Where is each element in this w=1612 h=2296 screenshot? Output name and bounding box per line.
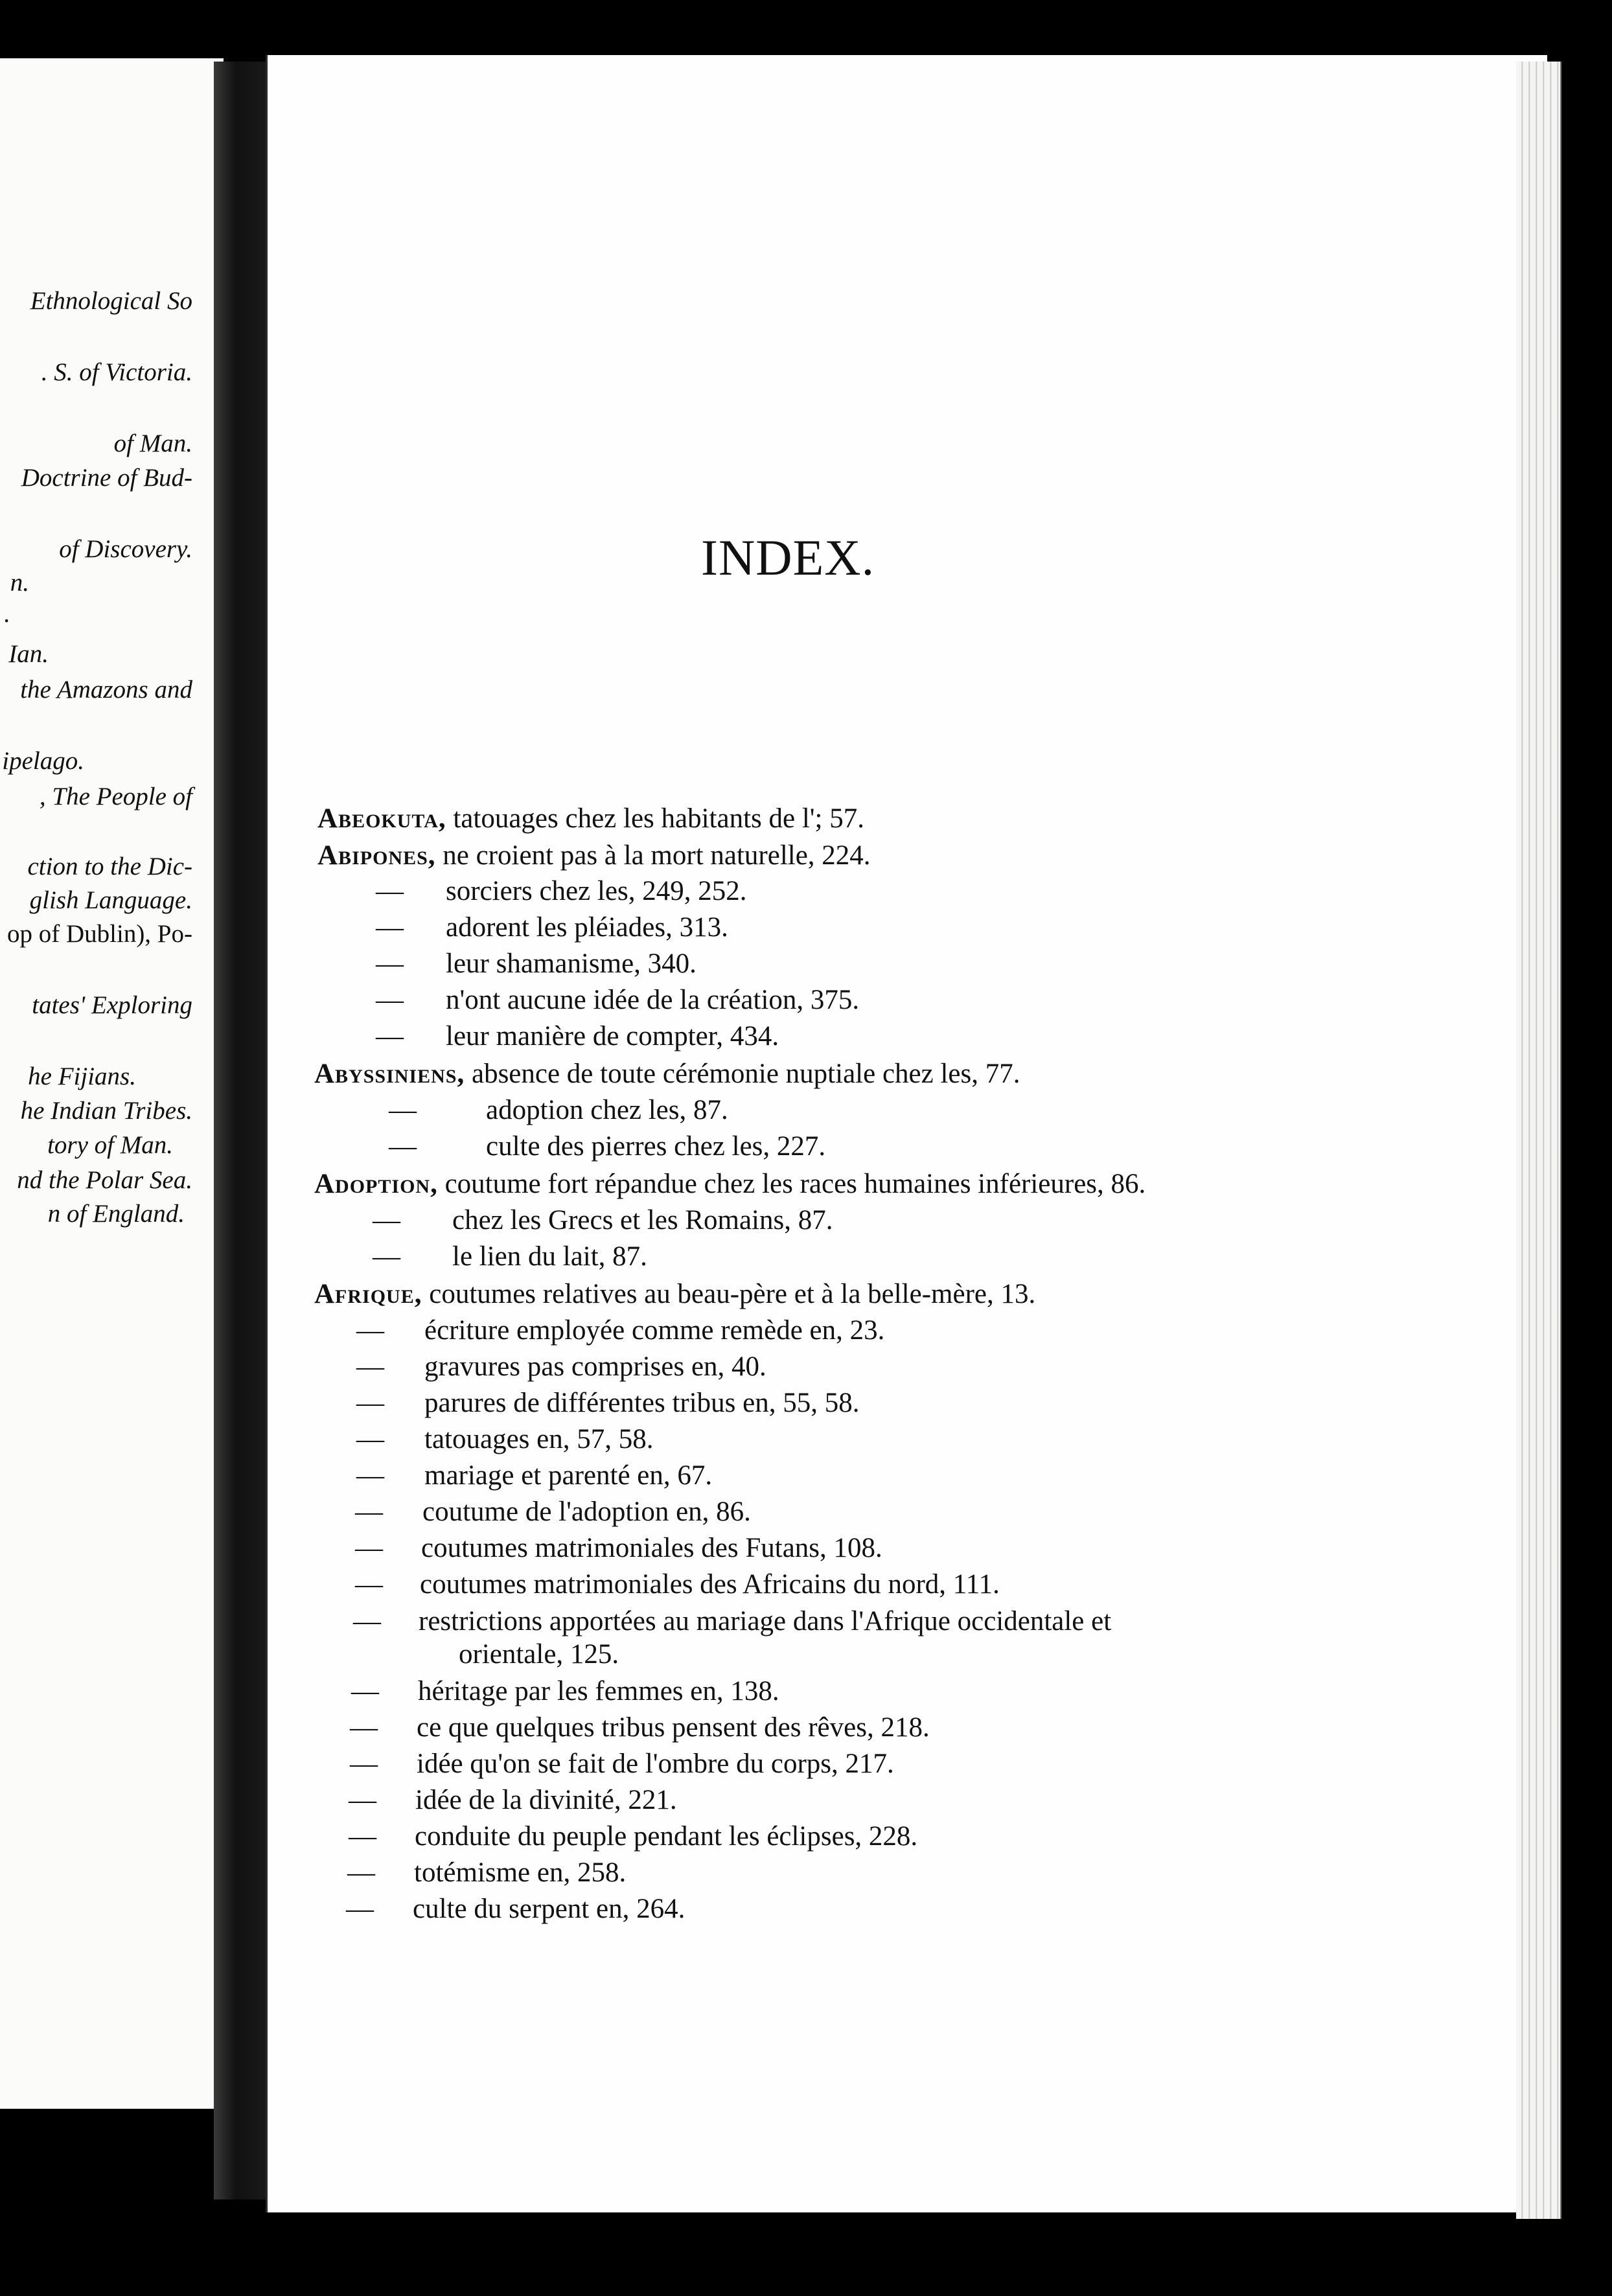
index-subentry: le lien du lait, 87.	[452, 1241, 647, 1272]
index-subentry: héritage par les femmes en, 138.	[418, 1676, 779, 1706]
index-subentry: chez les Grecs et les Romains, 87.	[452, 1205, 833, 1235]
facing-page-line: , The People of	[39, 783, 192, 810]
index-dash: —	[356, 1315, 384, 1346]
index-dash: —	[347, 1857, 375, 1888]
index-entry-text: ne croient pas à la mort naturelle, 224.	[443, 840, 871, 871]
facing-page-line: .	[3, 600, 10, 628]
index-entry-text: coutume fort répandue chez les races humaines inférieures, 86.	[444, 1169, 1146, 1199]
index-page	[266, 55, 1547, 2212]
index-entry-text: coutumes relatives au beau-père et à la belle-mère, 13.	[429, 1279, 1036, 1309]
index-dash: —	[376, 876, 404, 906]
facing-page-line: Ian.	[8, 640, 49, 668]
index-subentry: sorciers chez les, 249, 252.	[446, 876, 747, 906]
index-dash: —	[349, 1785, 376, 1815]
index-subentry: culte du serpent en, 264.	[413, 1894, 685, 1924]
index-subentry: gravures pas comprises en, 40.	[424, 1351, 766, 1382]
facing-page	[0, 58, 224, 2109]
index-subentry: culte des pierres chez les, 227.	[486, 1131, 826, 1162]
index-entry-text: tatouages chez les habitants de l'; 57.	[453, 803, 864, 834]
index-subentry: totémisme en, 258.	[414, 1857, 627, 1888]
index-dash: —	[376, 1021, 404, 1051]
index-subentry: leur manière de compter, 434.	[446, 1021, 779, 1051]
index-subentry: coutumes matrimoniales des Futans, 108.	[421, 1533, 882, 1563]
index-dash: —	[355, 1497, 383, 1527]
index-dash: —	[356, 1424, 384, 1454]
index-entry	[314, 1060, 1020, 1088]
book-gutter	[214, 62, 269, 2199]
index-dash: —	[376, 948, 404, 979]
index-dash: —	[376, 912, 404, 943]
index-subentry: parures de différentes tribus en, 55, 58.	[424, 1388, 860, 1418]
index-subentry: idée qu'on se fait de l'ombre du corps, 217.	[417, 1749, 894, 1779]
facing-page-line: of Man.	[113, 430, 192, 457]
facing-page-line: op of Dublin), Po-	[7, 920, 192, 948]
index-entry	[314, 1280, 1035, 1308]
index-subentry: leur shamanisme, 340.	[446, 948, 697, 979]
index-entry-head: Abyssiniens,	[314, 1059, 465, 1089]
index-entry-text: absence de toute cérémonie nuptiale chez les, 77.	[471, 1059, 1020, 1089]
index-subentry: adorent les pléiades, 313.	[446, 912, 728, 943]
index-dash: —	[350, 1749, 378, 1779]
facing-page-line: Ethnological So	[30, 287, 192, 315]
index-subentry: coutumes matrimoniales des Africains du nord, 111.	[420, 1569, 1000, 1600]
index-dash: —	[349, 1821, 376, 1852]
index-dash: —	[356, 1351, 384, 1382]
index-dash: —	[376, 985, 404, 1015]
facing-page-line: tates' Exploring	[32, 991, 192, 1019]
index-subentry: tatouages en, 57, 58.	[424, 1424, 654, 1454]
facing-page-line: the Amazons and	[20, 676, 192, 704]
facing-page-line: ipelago.	[2, 747, 84, 775]
index-dash: —	[389, 1095, 417, 1125]
index-subentry: idée de la divinité, 221.	[415, 1785, 677, 1815]
index-dash: —	[373, 1241, 400, 1272]
index-dash: —	[351, 1676, 379, 1706]
index-subentry: mariage et parenté en, 67.	[424, 1460, 713, 1491]
index-entry	[317, 805, 864, 832]
index-dash: —	[373, 1205, 400, 1235]
facing-page-line: tory of Man.	[47, 1131, 173, 1159]
index-entry	[314, 1170, 1146, 1198]
index-subentry: adoption chez les, 87.	[486, 1095, 728, 1125]
index-entry	[317, 842, 871, 869]
facing-page-line: he Fijians.	[28, 1062, 136, 1090]
index-subentry: ce que quelques tribus pensent des rêves, 218.	[417, 1712, 930, 1743]
index-entry-head: Abipones,	[317, 840, 436, 871]
index-dash: —	[356, 1460, 384, 1491]
index-dash: —	[346, 1894, 374, 1924]
facing-page-line: of Discovery.	[59, 535, 192, 563]
facing-page-line: n of England.	[47, 1200, 185, 1228]
index-dash: —	[355, 1533, 383, 1563]
index-subentry: restrictions apportées au mariage dans l'Afrique occidentale et	[419, 1606, 1112, 1636]
index-subentry: n'ont aucune idée de la création, 375.	[446, 985, 860, 1015]
facing-page-line: n.	[10, 569, 29, 597]
facing-page-line: Doctrine of Bud-	[21, 464, 192, 492]
page-title: INDEX.	[701, 529, 875, 586]
index-dash: —	[355, 1569, 383, 1600]
facing-page-line: glish Language.	[29, 886, 192, 914]
facing-page-line: he Indian Tribes.	[20, 1097, 192, 1125]
index-dash: —	[353, 1606, 381, 1636]
index-entry-head: Abeokuta,	[317, 803, 446, 834]
facing-page-line: ction to the Dic-	[27, 853, 192, 880]
index-entry-head: Adoption,	[314, 1169, 438, 1199]
index-subentry: conduite du peuple pendant les éclipses, 228.	[415, 1821, 918, 1852]
facing-page-line: nd the Polar Sea.	[17, 1166, 192, 1194]
index-entry-head: Afrique,	[314, 1279, 422, 1309]
index-dash: —	[350, 1712, 378, 1743]
index-dash: —	[389, 1131, 417, 1162]
index-subentry: coutume de l'adoption en, 86.	[422, 1497, 751, 1527]
index-dash: —	[356, 1388, 384, 1418]
index-subentry-continuation: orientale, 125.	[459, 1639, 619, 1670]
page-edges	[1516, 62, 1561, 2219]
index-subentry: écriture employée comme remède en, 23.	[424, 1315, 885, 1346]
facing-page-line: . S. of Victoria.	[41, 358, 192, 386]
